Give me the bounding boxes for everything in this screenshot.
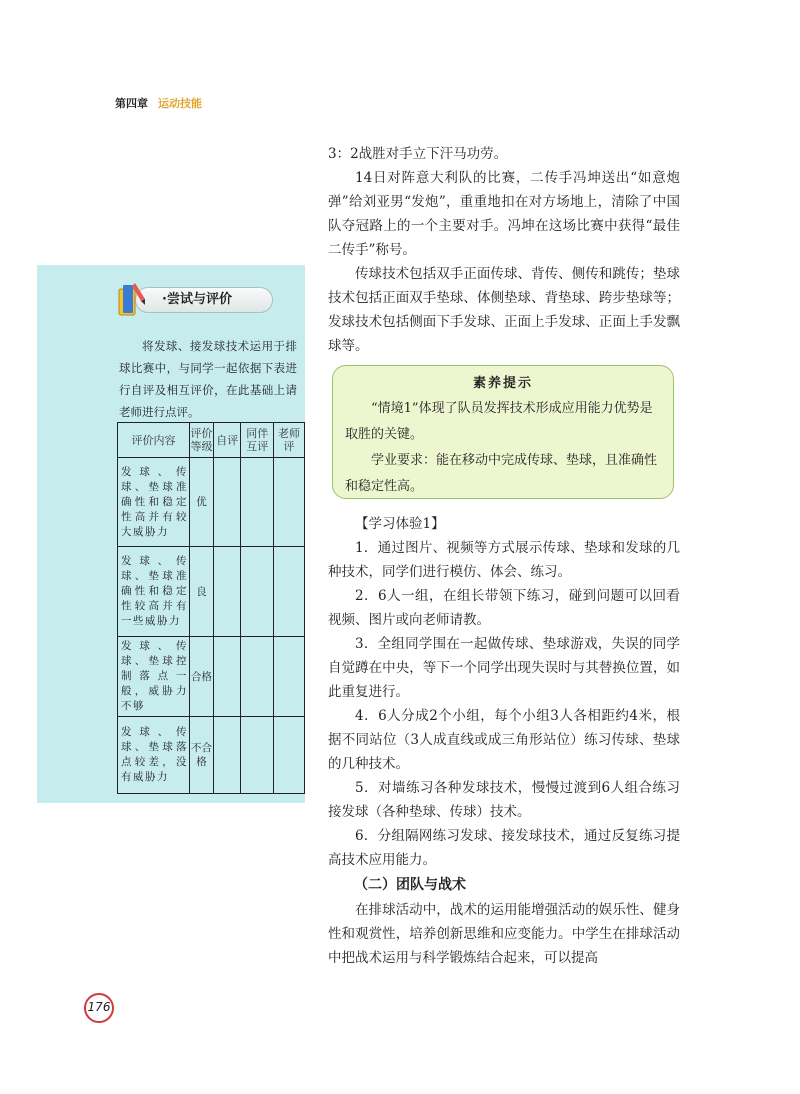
self-eval-cell[interactable] bbox=[214, 458, 241, 547]
criteria-cell: 发球、传球、垫球控制落点一般，威胁力不够 bbox=[118, 637, 190, 717]
level-cell: 优 bbox=[189, 458, 213, 547]
teacher-eval-cell[interactable] bbox=[274, 458, 305, 547]
col-header-content: 评价内容 bbox=[118, 423, 190, 458]
section-label: 运动技能 bbox=[158, 97, 202, 110]
intro-text: 将发球、接发球技术运用于排球比赛中，与同学一起依据下表进行自评及相互评价，在此基础上请老师进行点评。 bbox=[119, 339, 297, 419]
paragraph: 14日对阵意大利队的比赛，二传手冯坤送出“如意炮弹”给刘亚男“发炮”，重重地扣在对方场地上，清除了中国队夺冠路上的一个主要对手。冯坤在这场比赛中获得“最佳二传手”称号。 bbox=[328, 170, 680, 258]
self-eval-cell[interactable] bbox=[214, 637, 241, 717]
table-row bbox=[118, 717, 305, 794]
evaluation-table bbox=[117, 422, 305, 794]
list-item: 4．6人分成2个小组，每个小组3人各相距约4米，根据不同站位（3人成直线或成三角形站位）练习传球、垫球的几种技术。 bbox=[328, 708, 680, 772]
list-item: 1．通过图片、视频等方式展示传球、垫球和发球的几种技术，同学们进行模仿、体会、练习。 bbox=[328, 540, 680, 580]
experience-title: 【学习体验1】 bbox=[355, 516, 445, 532]
level-cell: 不合格 bbox=[189, 717, 213, 794]
self-eval-cell[interactable] bbox=[214, 547, 241, 637]
peer-eval-cell[interactable] bbox=[241, 637, 274, 717]
col-header-level: 评价等级 bbox=[189, 423, 213, 458]
main-text-bottom bbox=[328, 512, 680, 970]
teacher-eval-cell[interactable] bbox=[274, 547, 305, 637]
level-cell: 合格 bbox=[189, 637, 213, 717]
col-header-peer: 同伴互评 bbox=[241, 423, 274, 458]
tip-paragraph: 学业要求：能在移动中完成传球、垫球，且准确性和稳定性高。 bbox=[345, 453, 658, 494]
sidebar-intro bbox=[119, 335, 297, 423]
sidebar-evaluation bbox=[37, 265, 305, 803]
chapter-label: 第四章 bbox=[115, 97, 148, 110]
tip-title: 素养提示 bbox=[472, 376, 533, 391]
subheading: （二）团队与战术 bbox=[354, 877, 466, 893]
teacher-eval-cell[interactable] bbox=[274, 717, 305, 794]
table-row bbox=[118, 458, 305, 547]
tip-paragraph: “情境1”体现了队员发挥技术形成应用能力优势是取胜的关键。 bbox=[345, 401, 653, 442]
paragraph: 传球技术包括双手正面传球、背传、侧传和跳传；垫球技术包括正面双手垫球、体侧垫球、背垫球、跨步垫球等；发球技术包括侧面下手发球、正面上手发球、正面上手发飘球等。 bbox=[328, 266, 680, 354]
list-item: 6．分组隔网练习发球、接发球技术，通过反复练习提高技术应用能力。 bbox=[328, 828, 680, 868]
col-header-self: 自评 bbox=[214, 423, 241, 458]
page-number: 176 bbox=[84, 993, 114, 1023]
paragraph: 3：2战胜对手立下汗马功劳。 bbox=[328, 146, 508, 162]
self-eval-cell[interactable] bbox=[214, 717, 241, 794]
chapter-header bbox=[115, 95, 202, 111]
pencil-book-icon bbox=[115, 279, 151, 319]
criteria-cell: 发球、传球、垫球落点较差，没有威胁力 bbox=[118, 717, 190, 794]
table-row bbox=[118, 547, 305, 637]
peer-eval-cell[interactable] bbox=[241, 458, 274, 547]
criteria-cell: 发球、传球、垫球准确性和稳定性高并有较大威胁力 bbox=[118, 458, 190, 547]
list-item: 2．6人一组，在组长带领下练习，碰到问题可以回看视频、图片或向老师请教。 bbox=[328, 588, 680, 628]
list-item: 5．对墙练习各种发球技术，慢慢过渡到6人组合练习接发球（各种垫球、传球）技术。 bbox=[328, 780, 680, 820]
paragraph: 在排球活动中，战术的运用能增强活动的娱乐性、健身性和观赏性，培养创新思维和应变能力。中学生在排球活动中把战术运用与科学锻炼结合起来，可以提高 bbox=[328, 902, 680, 966]
peer-eval-cell[interactable] bbox=[241, 547, 274, 637]
table-row bbox=[118, 637, 305, 717]
criteria-cell: 发球、传球、垫球准确性和稳定性较高并有一些威胁力 bbox=[118, 547, 190, 637]
literacy-tip-box bbox=[332, 365, 674, 499]
sidebar-title: ·尝试与评价 bbox=[135, 287, 273, 313]
list-item: 3．全组同学围在一起做传球、垫球游戏，失误的同学自觉蹲在中央，等下一个同学出现失误时与其替换位置，如此重复进行。 bbox=[328, 636, 680, 700]
main-text-top bbox=[328, 142, 680, 358]
col-header-teacher: 老师评 bbox=[274, 423, 305, 458]
level-cell: 良 bbox=[189, 547, 213, 637]
peer-eval-cell[interactable] bbox=[241, 717, 274, 794]
teacher-eval-cell[interactable] bbox=[274, 637, 305, 717]
